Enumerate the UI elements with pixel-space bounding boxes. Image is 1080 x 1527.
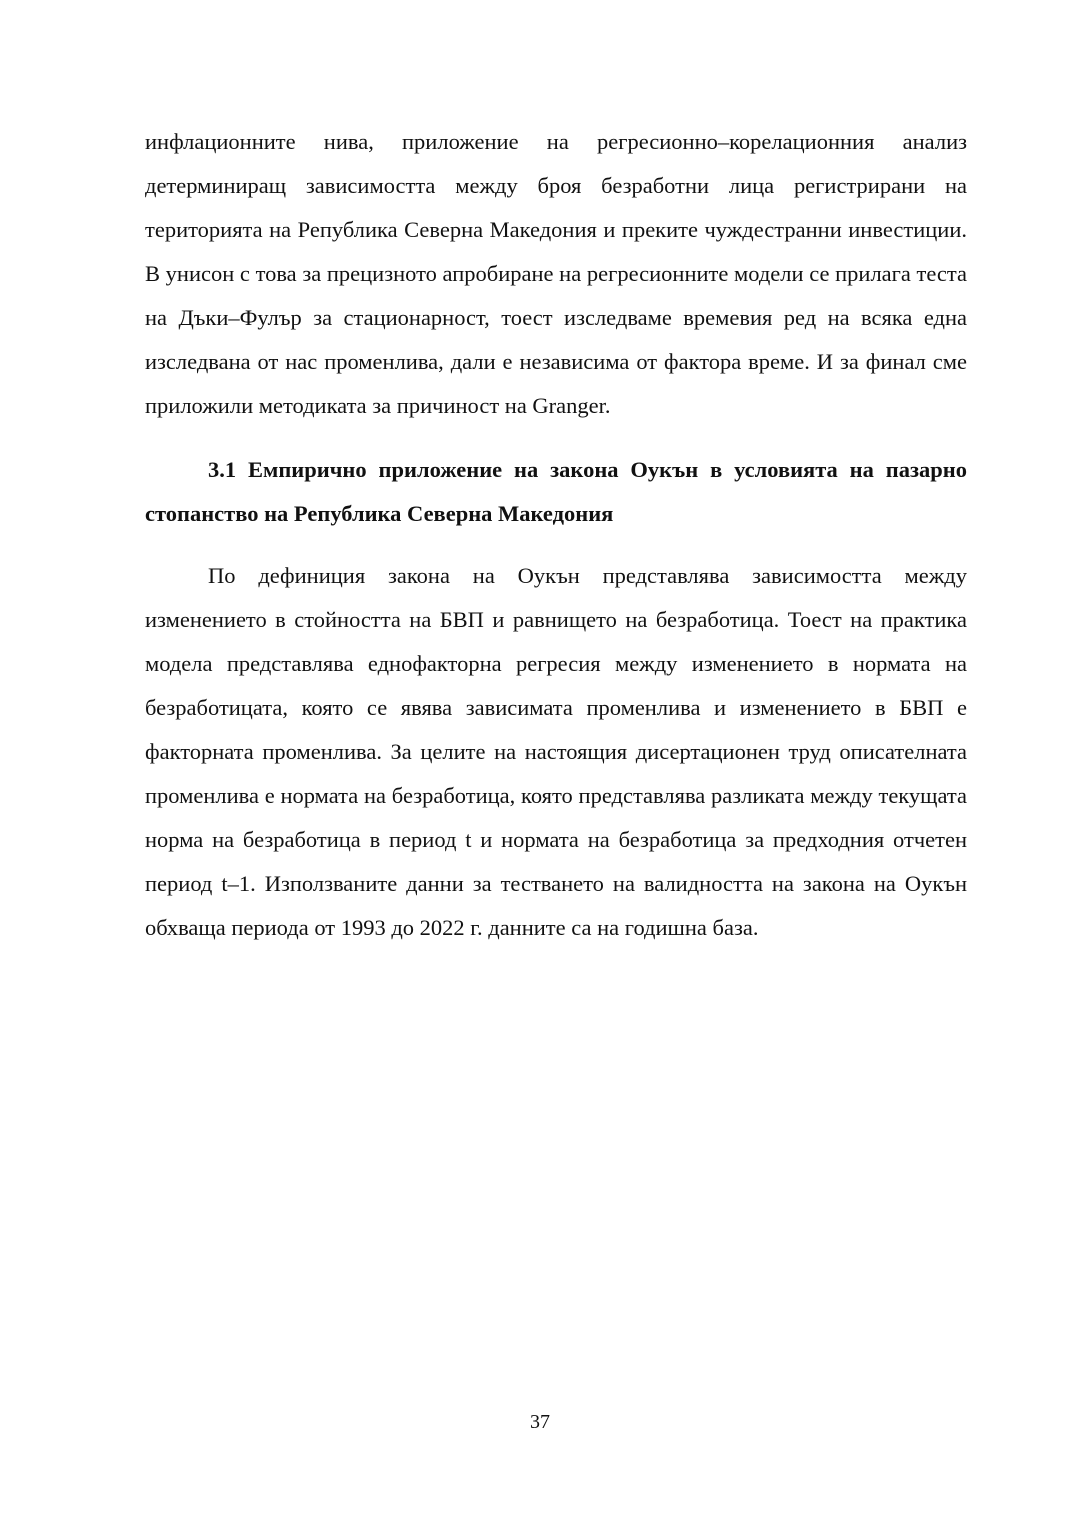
page-content: [145, 120, 967, 950]
intro-continuation-paragraph: инфлационните нива, приложение на регресионно–корелационния анализ детерминиращ зависимостта между броя безработни лица регистрирани на територията на Република Северна Македония и преките чуждестранни инвестиции. В унисон с това за прецизното апробиране на регресионните модели се прилага теста на Дъки–Фулър за стационарност, тоест изследваме времевия ред на всяка една изследвана от нас променлива, дали е независима от фактора време. И за финал сме приложили методиката за причиност на Granger.: [145, 129, 967, 418]
page-number: 37: [530, 1411, 550, 1433]
section-body-paragraph: По дефиниция закона на Оукън представлява зависимостта между изменението в стойността на БВП и равнището на безработица. Тоест на практика модела представлява еднофакторна регресия между изменението в нормата на безработицата, която се явява зависимата променлива и изменението в БВП е факторната променлива. За целите на настоящия дисертационен труд описателната променлива е нормата на безработица, която представлява разликата между текущата норма на безработица в период t и нормата на безработица за предходния отчетен период t–1. Използваните данни за тестването на валидността на закона на Оукън обхваща периода от 1993 до 2022 г. данните са на годишна база.: [145, 563, 967, 940]
section-heading: 3.1 Емпирично приложение на закона Оукън в условията на пазарно стопанство на Република Северна Македония: [145, 457, 967, 526]
